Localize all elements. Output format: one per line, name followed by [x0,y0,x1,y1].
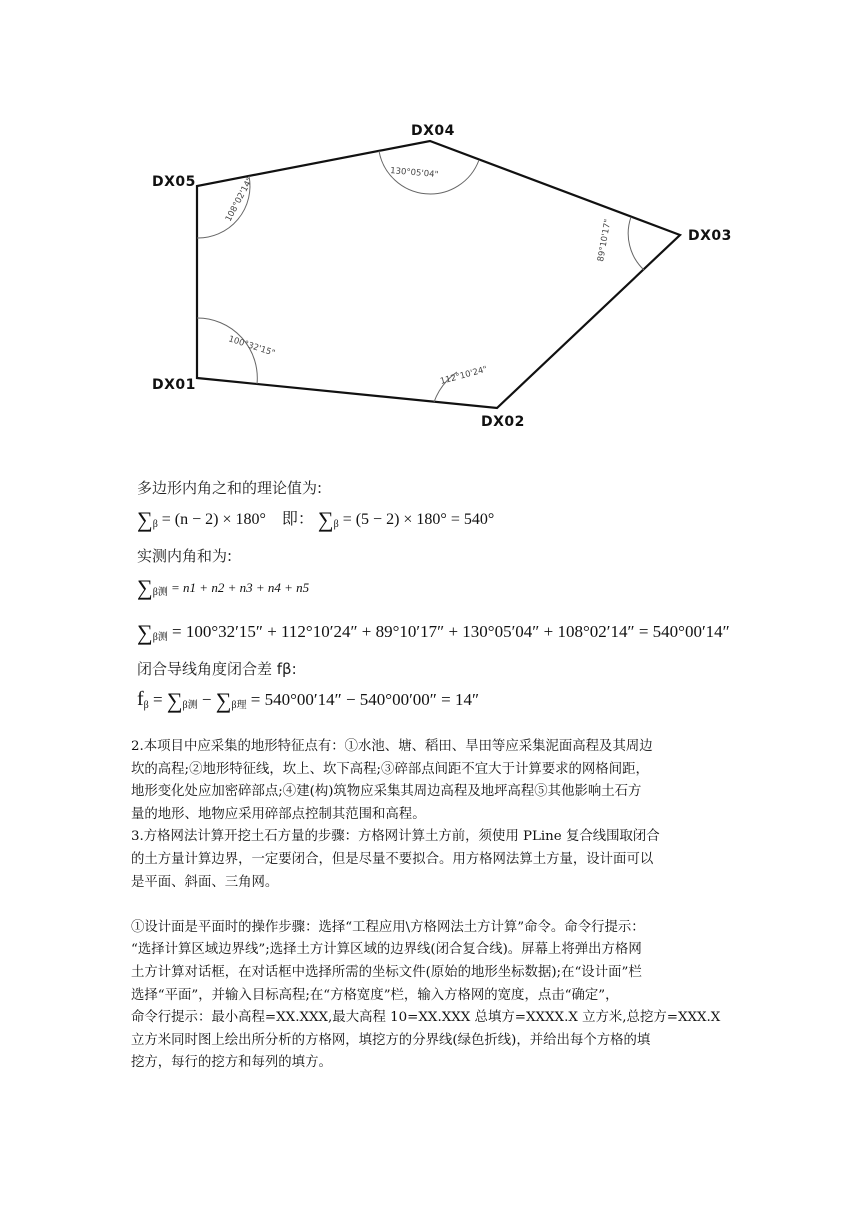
text-line: 土方计算对话框，在对话框中选择所需的坐标文件(原始的地形坐标数据);在“设计面”栏 [131,964,642,980]
text-line: 量的地形、地物应采用碎部点控制其范围和高程。 [131,806,426,822]
text-line: 的土方量计算边界，一定要闭合，但是尽量不要拟合。用方格网法算土方量，设计面可以 [131,851,654,867]
text-line: 挖方，每行的挖方和每列的填方。 [131,1055,332,1071]
vertex-label-dx02: DX02 [481,414,525,430]
angle-label-dx03: 89°10'17" [596,218,614,263]
paragraph-plane-design-steps [131,917,737,1075]
vertex-label-dx01: DX01 [152,377,196,393]
text-line: 3.方格网法计算开挖土石方量的步骤：方格网计算土方前，须使用 PLine 复合线围取闭合 [131,829,660,845]
angle-arc-dx03 [628,217,644,270]
formula-theoretical-sum: $\sum_\beta = (n - 2) \times 180^\circ$ 即： $\sum_\beta = (5 - 2) \times 180^\circ = 540^\circ$ [137,507,495,532]
traverse-polygon-diagram [0,0,865,450]
heading-theoretical-sum: 多边形内角之和的理论值为: [137,479,323,497]
angle-label-dx01: 100°32'15" [227,334,277,359]
text-line: 选择“平面”，并输入目标高程;在“方格宽度”栏，输入方格网的宽度，点击“确定”， [131,987,619,1003]
text-line: 立方米同时图上绘出所分析的方格网，填挖方的分界线(绿色折线)，并给出每个方格的填 [131,1032,651,1048]
angle-label-dx05: 108°02'14" [223,176,256,224]
formula-measured-sum-symbolic: $\sum_{\beta 测} = n1 + n2 + n3 + n4 + n5$ [137,575,310,600]
heading-closure-error: 闭合导线角度闭合差 fβ: [137,660,297,678]
angle-label-dx04: 130°05'04" [389,166,439,181]
angle-arc-dx01 [197,318,257,384]
text-line: “选择计算区域边界线”;选择土方计算区域的边界线(闭合复合线)。屏幕上将弹出方格网 [131,942,642,958]
heading-measured-sum: 实测内角和为: [137,547,233,565]
vertex-label-dx03: DX03 [688,228,732,244]
vertex-label-dx05: DX05 [152,174,196,190]
text-line: 是平面、斜面、三角网。 [131,874,279,890]
vertex-label-dx04: DX04 [411,123,455,139]
formula-closure-error: $f_\beta = \sum_{\beta 测} - \sum_{\beta 理} = 540^\circ 00'14'' - 540^\circ 00'00'' = 14''$ [137,688,480,713]
text-line: 2.本项目中应采集的地形特征点有：①水池、塘、稻田、旱田等应采集泥面高程及其周边 [131,739,653,754]
angle-label-dx02: 112°10'24" [439,364,489,387]
polygon-outline [197,141,680,408]
text-line: 命令行提示：最小高程=XX.XXX,最大高程 10=XX.XXX 总填方=XXXX.X 立方米,总挖方=XXX.X [131,1010,721,1026]
text-line: ①设计面是平面时的操作步骤：选择“工程应用\方格网法土方计算”命令。命令行提示： [131,919,645,935]
paragraph-grid-method [131,826,737,894]
paragraph-feature-points [131,736,737,826]
text-line: 坎的高程;②地形特征线，坎上、坎下高程;③碎部点间距不宜大于计算要求的网格间距， [131,761,649,777]
formula-measured-sum-values: $\sum_{\beta 测} = 100^\circ 32'15'' + 112^\circ 10'24'' + 89^\circ 10'17'' + 130^\circ 05'04'' + 108^\circ 02'14'' = 540^\circ 00'14''$ [137,620,730,645]
text-line: 地形变化处应加密碎部点;④建(构)筑物应采集其周边高程及地坪高程⑤其他影响土石方 [131,784,642,800]
body-text [131,736,737,1075]
